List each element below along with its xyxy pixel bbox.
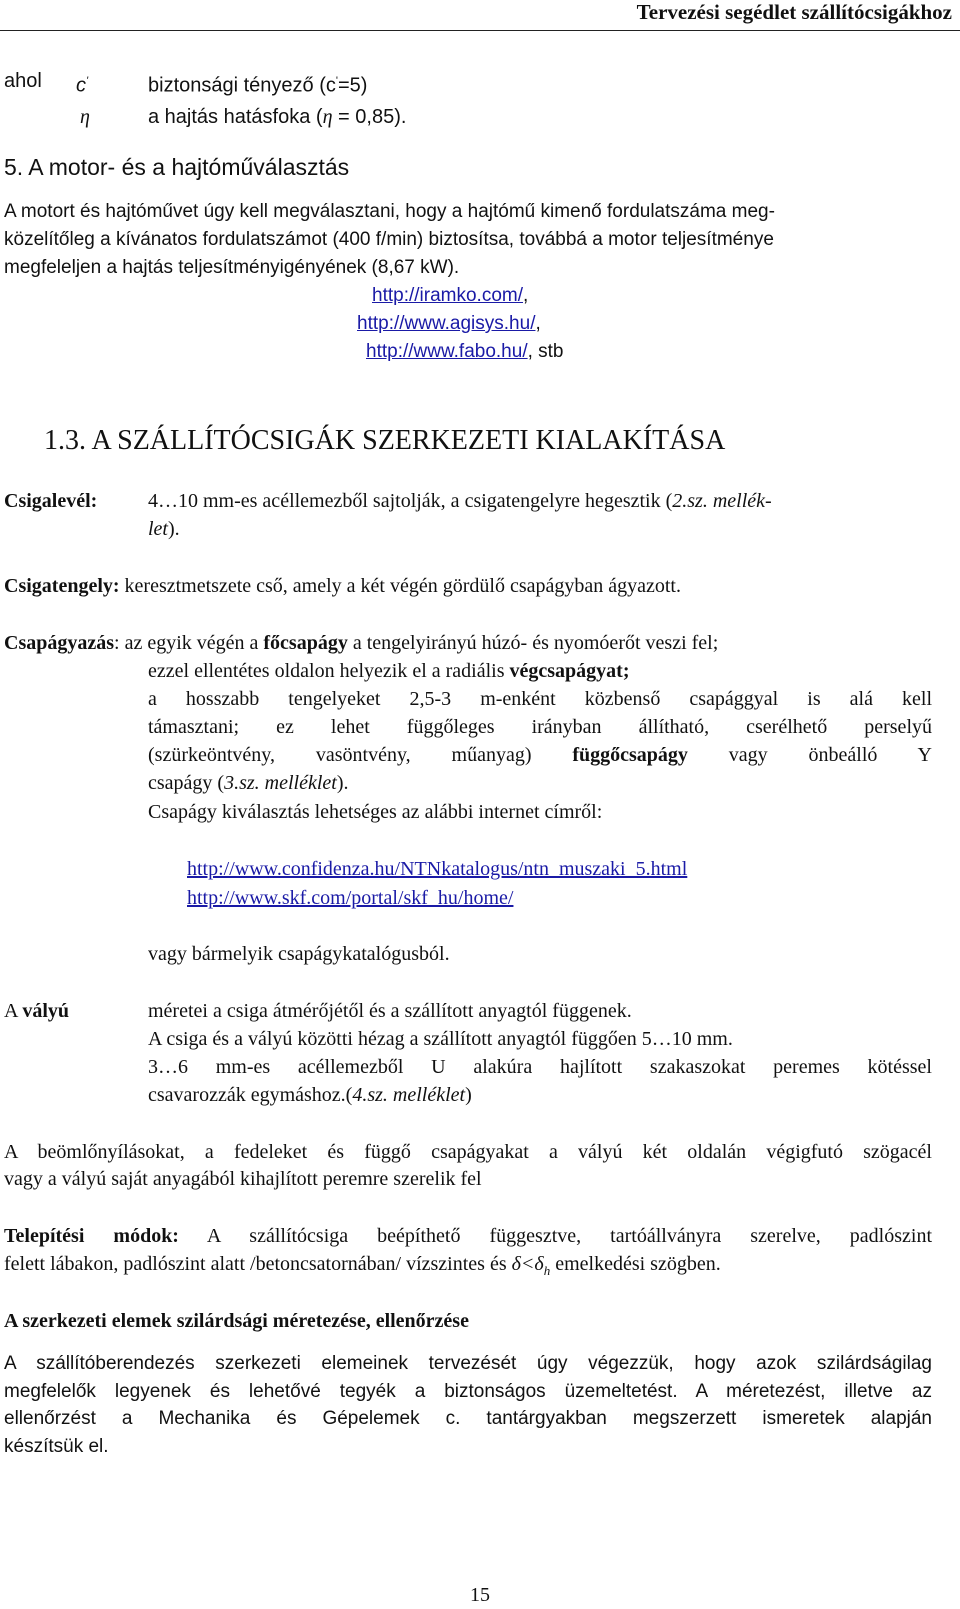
header-title: Tervezési segédlet szállítócsigákhoz [636,0,952,24]
link-confidenza[interactable]: http://www.confidenza.hu/NTNkatalogus/ntn_muszaki_5.html [187,858,688,880]
section5-para-line3: megfeleljen a hajtás teljesítményigényének (8,67 kW). [4,257,460,278]
section5-heading: 5. A motor- és a hajtóműválasztás [4,154,350,180]
link-confidenza-line [187,855,687,883]
link-skf[interactable]: http://www.skf.com/portal/skf_hu/home/ [187,887,514,909]
valyu-line4: csavarozzák egymáshoz.(4.sz. melléklet) [148,1084,472,1106]
link-skf-line [187,884,513,912]
csapagyazas-line5: (szürkeöntvény, vasöntvény, műanyag) függőcsapágy vagy önbeálló Y [148,744,932,766]
csapagyazas-line6: csapágy (3.sz. melléklet). [148,772,349,794]
section5-para-line2: közelítőleg a kívánatos fordulatszámot (400 f/min) biztosítsa, továbbá a motor teljesítménye [4,229,774,250]
csapagyazas-line1: Csapágyazás: az egyik végén a főcsapágy a tengelyirányú húzó- és nyomóerőt veszi fel; [4,632,719,654]
szilardsagi-line4: készítsük el. [4,1436,109,1457]
vagy-katalogus-text: vagy bármelyik csapágykatalógusból. [148,943,450,965]
csigalevel-label: Csigalevél: [4,490,98,512]
valyu-line1: méretei a csiga átmérőjétől és a szállított anyagtól függenek. [148,1000,632,1022]
section13-heading: 1.3. A SZÁLLÍTÓCSIGÁK SZERKEZETI KIALAKÍTÁSA [44,425,726,456]
beomlo-line1: A beömlőnyílásokat, a fedeleket és függő csapágyakat a vályú két oldalán végigfutó szögacél [4,1141,932,1163]
link-line-2: http://www.agisys.hu/, [357,313,541,334]
csapagyazas-line2: ezzel ellentétes oldalon helyezik el a radiális végcsapágyat; [148,660,630,682]
link-line-1: http://iramko.com/, [372,285,529,306]
header-rule [0,30,960,31]
link-agisys[interactable]: http://www.agisys.hu/ [357,313,536,334]
c-symbol: c' [76,74,89,97]
csapagy-kivalasztas-text: Csapágy kiválasztás lehetséges az alábbi internet címről: [148,801,603,823]
csapagyazas-line4: támasztani; ez lehet függőleges irányban állítható, cserélhető perselyű [148,716,932,738]
section5-para-line1: A motort és hajtóművet úgy kell megválasztani, hogy a hajtómű kimenő fordulatszáma meg- [4,201,775,222]
csigalevel-line1: 4…10 mm-es acéllemezből sajtolják, a csigatengelyre hegesztik (2.sz. mellék- [148,490,772,512]
link-fabo[interactable]: http://www.fabo.hu/ [366,341,528,362]
csapagyazas-line3: a hosszabb tengelyeket 2,5-3 m-enként közbenső csapággyal is alá kell [148,688,932,710]
link-iramko[interactable]: http://iramko.com/ [372,285,523,306]
csigatengely-paragraph: Csigatengely: keresztmetszete cső, amely a két végén gördülő csapágyban ágyazott. [4,575,681,597]
link-line-3: http://www.fabo.hu/, stb [366,341,564,362]
valyu-label: A vályú [4,1000,70,1022]
telepitesi-line2: felett lábakon, padlószint alatt /betoncsatornában/ vízszintes és $\delta<\delta_h$ emelkedési szögben. [4,1253,721,1278]
page-number: 15 [470,1584,490,1606]
szilardsagi-heading: A szerkezeti elemek szilárdsági méretezése, ellenőrzése [4,1310,469,1332]
beomlo-line2: vagy a vályú saját anyagából kihajlított peremre szerelik fel [4,1168,482,1190]
ahol-label: ahol [4,70,42,92]
szilardsagi-line2: megfelelők legyenek és lehetővé tegyék a biztonságos üzemeltetést. A méretezést, illetve az [4,1381,932,1402]
csigalevel-line2: let). [148,518,180,540]
szilardsagi-line3: ellenőrzést a Mechanika és Gépelemek c. tantárgyakban megszerzett ismeretek alapján [4,1408,932,1429]
valyu-line3: 3…6 mm-es acéllemezből U alakúra hajlított szakaszokat peremes kötéssel [148,1056,932,1078]
eta-definition: a hajtás hatásfoka (η = 0,85). [148,106,407,128]
page-header [0,0,960,30]
c-definition: biztonsági tényező (c'=5) [148,74,368,97]
telepitesi-line1: Telepítési módok: A szállítócsiga beépíthető függesztve, tartóállványra szerelve, padlószint [4,1225,933,1247]
szilardsagi-line1: A szállítóberendezés szerkezeti elemeinek tervezését úgy végezzük, hogy azok szilárdságilag [4,1353,932,1374]
valyu-line2: A csiga és a vályú közötti hézag a szállított anyagtól függően 5…10 mm. [148,1028,733,1050]
eta-symbol: η [80,106,90,128]
